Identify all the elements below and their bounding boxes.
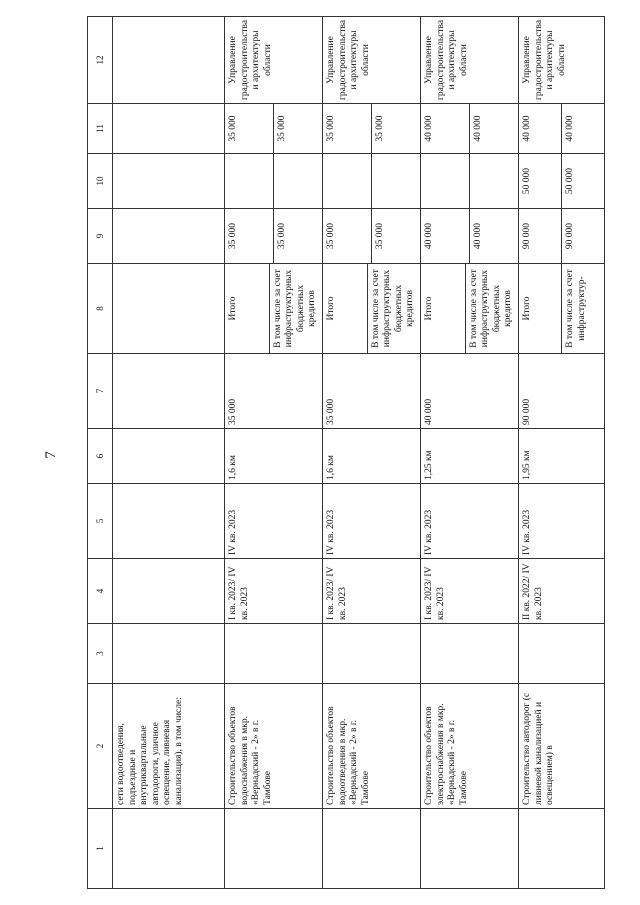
cell-empty (113, 17, 225, 104)
amount-year-2 (421, 104, 519, 154)
header-cell: 12 (88, 17, 113, 104)
object-description: Строительство объектов водоотведения в мкр. «Вернадский - 2» в г. Тамбове (323, 684, 421, 809)
total-value: 35 000 (228, 222, 238, 250)
table-row (323, 17, 421, 889)
funding-source (421, 264, 519, 354)
object-description: Строительство объектов электроснабжения в мкр. «Вернадский - 2» в г. Тамбове (421, 684, 519, 809)
sub-value: 50 000 (561, 154, 604, 208)
completion-date: IV кв. 2023 (519, 484, 605, 559)
sub-value: 35 000 (273, 104, 322, 153)
responsible-body: Управление градостроительства и архитектуры области (519, 17, 605, 104)
amount-year-1 (323, 154, 421, 209)
responsible-body: Управление градостроительства и архитектуры области (421, 17, 519, 104)
header-row (88, 17, 113, 889)
total-value: 90 000 (522, 222, 532, 250)
header-cell: 11 (88, 104, 113, 154)
amount-year-1 (421, 154, 519, 209)
completion-date: IV кв. 2023 (225, 484, 323, 559)
table-row (421, 17, 519, 889)
total-label: Итого (522, 296, 532, 321)
amount-year-2 (225, 104, 323, 154)
cell-empty (113, 429, 225, 484)
cell-empty (113, 559, 225, 624)
page-number: 7 (43, 451, 59, 459)
total-value: 35 000 (326, 222, 336, 250)
total-value (323, 154, 371, 208)
object-description: Строительство автодорог (с ливневой канализацией и освещением) в (519, 684, 605, 809)
sub-label: В том числе за счет инфраструктур- (561, 264, 604, 353)
capacity: 1,95 км (519, 429, 605, 484)
period-start-end: I кв. 2023/ IV кв. 2023 (323, 559, 421, 624)
object-description: Строительство объектов водоснабжения в мкр. «Вернадский - 2» в г. Тамбове (225, 684, 323, 809)
sub-value: 35 000 (371, 104, 420, 153)
header-cell: 1 (88, 809, 113, 889)
cell-empty (225, 624, 323, 684)
cell-empty (225, 809, 323, 889)
amount-year-1 (225, 154, 323, 209)
cell-empty (113, 809, 225, 889)
sub-value: 35 000 (371, 209, 420, 263)
total-value: 40 000 (522, 115, 532, 142)
amount-total (225, 209, 323, 264)
amount-total (519, 209, 605, 264)
period-start-end: I кв. 2023/ IV кв. 2023 (421, 559, 519, 624)
period-start-end: II кв. 2022/ IV кв. 2023 (519, 559, 605, 624)
sub-label: В том числе за счет инфраструктурных бюджетных кредитов (465, 264, 518, 353)
total-label: Итого (326, 296, 336, 321)
amount-total (421, 209, 519, 264)
amount-total (323, 209, 421, 264)
sub-value: 40 000 (561, 104, 604, 153)
header-cell: 10 (88, 154, 113, 209)
total-value: 50 000 (522, 167, 532, 195)
total-label: Итого (424, 296, 434, 321)
funding-source (323, 264, 421, 354)
header-cell: 7 (88, 354, 113, 429)
cost: 35 000 (225, 354, 323, 429)
table-row (113, 17, 225, 889)
amount-year-1 (519, 154, 605, 209)
header-cell: 3 (88, 624, 113, 684)
amount-year-2 (323, 104, 421, 154)
cost: 35 000 (323, 354, 421, 429)
sub-value: 35 000 (273, 209, 322, 263)
table-row (519, 17, 605, 889)
sub-label: В том числе за счет инфраструктурных бюджетных кредитов (269, 264, 322, 353)
total-value (225, 154, 273, 208)
cell-empty (113, 484, 225, 559)
cell-empty (323, 809, 421, 889)
completion-date: IV кв. 2023 (323, 484, 421, 559)
intro-description: сети водоотведения, подъездные и внутриквартальные автодороги, уличное освещение, ливневая канализация), в том числе: (113, 684, 225, 809)
total-value: 35 000 (228, 115, 238, 142)
capacity: 1,25 км (421, 429, 519, 484)
cell-empty (113, 154, 225, 209)
cell-empty (519, 624, 605, 684)
responsible-body: Управление градостроительства и архитектуры области (323, 17, 421, 104)
cost: 90 000 (519, 354, 605, 429)
sub-value: 40 000 (469, 209, 518, 263)
completion-date: IV кв. 2023 (421, 484, 519, 559)
cell-empty (421, 809, 519, 889)
sub-value: 90 000 (561, 209, 604, 263)
period-start-end: I кв. 2023/ IV кв. 2023 (225, 559, 323, 624)
sub-label: В том числе за счет инфраструктурных бюджетных кредитов (367, 264, 420, 353)
header-cell: 2 (88, 684, 113, 809)
cell-empty (113, 354, 225, 429)
header-cell: 8 (88, 264, 113, 354)
cell-empty (113, 209, 225, 264)
cost: 40 000 (421, 354, 519, 429)
sub-value (371, 154, 420, 208)
sub-value (273, 154, 322, 208)
total-value: 35 000 (326, 115, 336, 142)
sub-value: 40 000 (469, 104, 518, 153)
total-label: Итого (228, 296, 238, 321)
total-value (421, 154, 469, 208)
capacity: 1,6 км (225, 429, 323, 484)
cell-empty (113, 264, 225, 354)
table-row (225, 17, 323, 889)
sub-value (469, 154, 518, 208)
cell-empty (113, 104, 225, 154)
funding-source (225, 264, 323, 354)
total-value: 40 000 (424, 115, 434, 142)
total-value: 40 000 (424, 222, 434, 250)
capacity: 1,6 км (323, 429, 421, 484)
responsible-body: Управление градостроительства и архитектуры области (225, 17, 323, 104)
header-cell: 4 (88, 559, 113, 624)
cell-empty (113, 624, 225, 684)
amount-year-2 (519, 104, 605, 154)
funding-source (519, 264, 605, 354)
cell-empty (519, 809, 605, 889)
header-cell: 5 (88, 484, 113, 559)
header-cell: 6 (88, 429, 113, 484)
rotated-table-container (87, 17, 603, 889)
program-table (87, 16, 605, 889)
cell-empty (421, 624, 519, 684)
header-cell: 9 (88, 209, 113, 264)
cell-empty (323, 624, 421, 684)
